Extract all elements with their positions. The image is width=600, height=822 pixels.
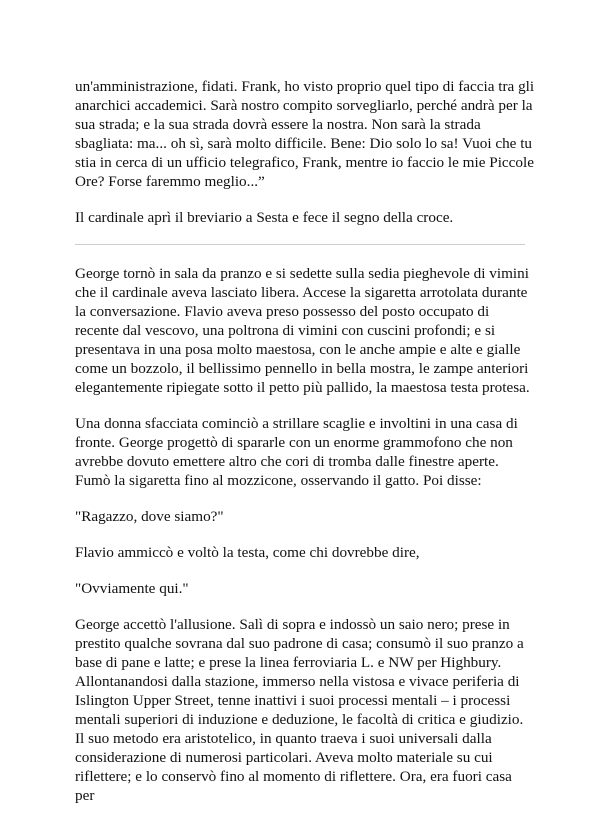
paragraph: "Ovviamente qui."	[75, 580, 189, 597]
paragraph: George tornò in sala da pranzo e si sedette sulla sedia pieghevole di vimini che il cardinale aveva lasciato libera. Accese la sigaretta arrotolata durante la conversazione. Flavio aveva preso possesso del posto occupato di recente dal vescovo, una poltrona di vimini con cuscini profondi; e si presentava in una posa molto maestosa, con le anche ampie e alte e gialle come un bozzolo, il bellissimo pennello in bella mostra, le zampe anteriori elegantemente ripiegate sotto il petto più pallido, la maestosa testa protesa.	[75, 265, 530, 396]
document-page	[75, 77, 535, 822]
paragraph: un'amministrazione, fidati. Frank, ho visto proprio quel tipo di faccia tra gli anarchici accademici. Sarà nostro compito sorvegliarlo, perché andrà per la sua strada; e la sua strada dovrà essere la nostra. Non sarà la strada sbagliata: ma... oh sì, sarà molto difficile. Bene: Dio solo lo sa! Vuoi che tu stia in cerca di un ufficio telegrafico, Frank, mentre io faccio le mie Piccole Ore? Forse faremmo meglio...”	[75, 78, 535, 190]
paragraph: "Ragazzo, dove siamo?"	[75, 508, 224, 525]
paragraph: George accettò l'allusione. Salì di sopra e indossò un saio nero; prese in prestito qualche sovrana dal suo padrone di casa; consumò il suo pranzo a base di pane e latte; e prese la linea ferroviaria L. e NW per Highbury. Allontanandosi dalla stazione, immerso nella vistosa e vivace periferia di Islington Upper Street, tenne inattivi i suoi processi mentali – i processi mentali superiori di induzione e deduzione, le facoltà di critica e giudizio. Il suo metodo era aristotelico, in quanto traeva i suoi universali dalla considerazione di numerosi particolari. Aveva molto materiale su cui riflettere; e lo conservò fino al momento di riflettere. Ora, era fuori casa per	[75, 616, 524, 804]
paragraph: Una donna sfacciata cominciò a strillare scaglie e involtini in una casa di fronte. George progettò di spararle con un enorme grammofono che non avrebbe dovuto emettere altro che cori di tromba dalle finestre aperte. Fumò la sigaretta fino al mozzicone, osservando il gatto. Poi disse:	[75, 415, 518, 489]
paragraph: Flavio ammiccò e voltò la testa, come chi dovrebbe dire,	[75, 544, 420, 561]
paragraph: Il cardinale aprì il breviario a Sesta e fece il segno della croce.	[75, 209, 454, 226]
section-divider	[75, 244, 525, 245]
